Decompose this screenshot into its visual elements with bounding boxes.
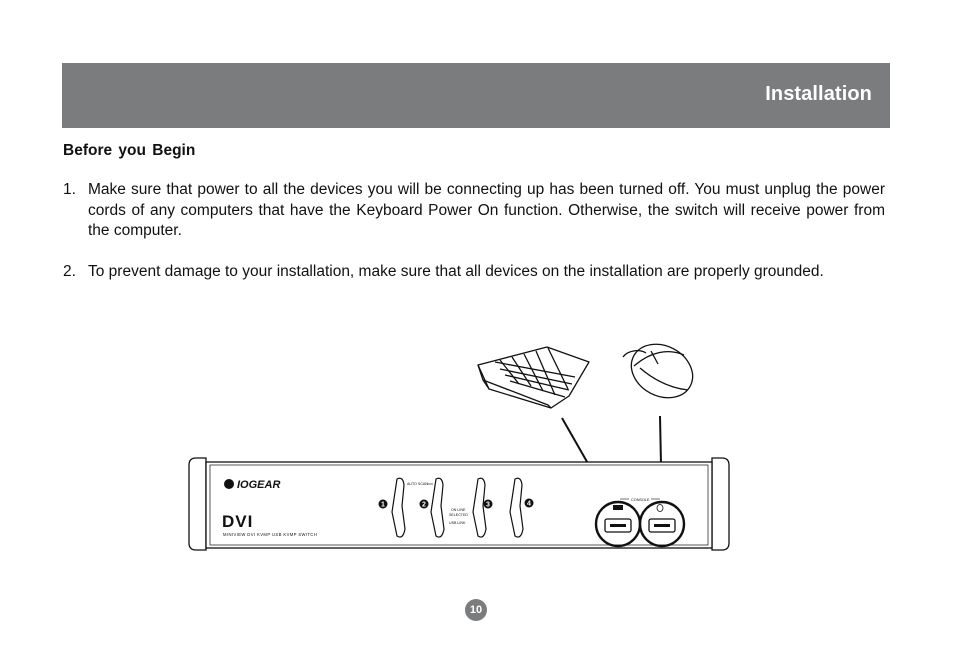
port-number: 4 (527, 500, 531, 508)
keyboard-illustration (478, 347, 589, 408)
section-heading: Before you Begin (63, 142, 196, 159)
port-number: 1 (381, 501, 385, 509)
step-item (63, 262, 885, 283)
mouse-illustration (622, 340, 702, 408)
console-label: CONSOLE (631, 498, 650, 502)
port-number: 3 (486, 501, 490, 509)
step-text: Make sure that power to all the devices you will be connecting up has been turned off. You must unplug the power cords of any computers that have the Keyboard Power On function. Otherwise, the switch will receive power from the computer. (88, 181, 885, 239)
iogear-logo-icon (224, 479, 234, 489)
keyboard-port-icon (613, 505, 623, 510)
device-model-mark: DVI (222, 512, 254, 531)
usb-link-label: USB LINK (449, 521, 466, 525)
step-item (63, 180, 885, 242)
step-text: To prevent damage to your installation, make sure that all devices on the installation are properly grounded. (88, 263, 824, 280)
header-bar (62, 63, 890, 128)
step-number: 2. (63, 263, 76, 280)
page-number: 10 (465, 599, 487, 621)
selected-label: SELECTED (449, 513, 468, 517)
port-number: 2 (422, 501, 426, 509)
online-label: ON LINE (451, 508, 466, 512)
kvm-installation-illustration (180, 340, 740, 560)
auto-scan-label: AUTO SCAN (407, 482, 428, 486)
device-subtitle: MINIVIEW DVI KVMP USB KVMP SWITCH (223, 532, 318, 537)
device-brand: IOGEAR (237, 479, 281, 491)
kvm-switch (189, 458, 729, 550)
page-title: Installation (765, 83, 872, 105)
step-number: 1. (63, 181, 76, 198)
